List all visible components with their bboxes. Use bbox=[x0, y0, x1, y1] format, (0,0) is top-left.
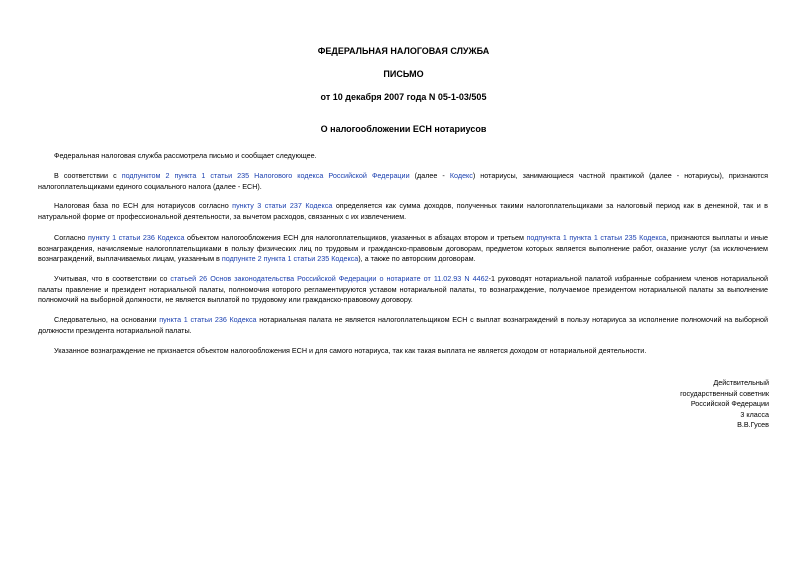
paragraph-text: объектом налогообложения ЕСН для налогоплательщиков, указанных в абзацах втором и третьем bbox=[184, 233, 527, 242]
signature-name: В.В.Гусев bbox=[737, 420, 769, 429]
paragraph-taxpayers bbox=[38, 171, 768, 192]
organization-title: ФЕДЕРАЛЬНАЯ НАЛОГОВАЯ СЛУЖБА bbox=[317, 46, 490, 56]
paragraph-notary-chamber bbox=[38, 274, 768, 306]
paragraph-text: Учитывая, что в соответствии со bbox=[54, 274, 171, 283]
signature-title-line: 3 класса bbox=[740, 409, 769, 419]
link-article-237[interactable]: пункту 3 статьи 237 Кодекса bbox=[232, 201, 333, 210]
paragraph-text: В соответствии с bbox=[54, 171, 122, 180]
paragraph-text: Федеральная налоговая служба рассмотрела письмо и сообщает следующее. bbox=[54, 151, 317, 160]
link-article-235-sub2[interactable]: подпункте 2 пункта 1 статьи 235 Кодекса bbox=[221, 254, 359, 263]
paragraph-text: нотариальная палата не является налогоплательщиком ЕСН с выплат вознаграждений в пользу нотариуса за исполнение полномочий на выборной должности президента нотариальной палаты. bbox=[38, 315, 768, 335]
link-code[interactable]: Кодекс bbox=[449, 171, 473, 180]
document-type: ПИСЬМО bbox=[383, 69, 424, 79]
paragraph-final bbox=[38, 346, 768, 357]
paragraph-text: , признаются выплаты и иные вознаграждения, начисляемые налогоплательщиками в пользу физических лиц по трудовым и гражданско-правовым договорам, предметом которых является выполнение работ, оказание услуг (за исключением вознаграждений, выплачиваемых лицам, указанным в bbox=[38, 233, 768, 263]
paragraph-text: Налоговая база по ЕСН для нотариусов согласно bbox=[54, 201, 233, 210]
paragraph-tax-base bbox=[38, 201, 768, 222]
signature-title-line: Российской Федерации bbox=[690, 399, 769, 408]
paragraph-text: Указанное вознаграждение не признается объектом налогообложения ЕСН и для самого нотариуса, так как такая выплата не является доходом от нотариальной деятельности. bbox=[54, 346, 647, 355]
paragraph-text: Следовательно, на основании bbox=[54, 315, 160, 324]
document-subject: О налогообложении ЕСН нотариусов bbox=[320, 124, 487, 134]
paragraph-text: определяется как сумма доходов, полученных такими налогоплательщиками за налоговый период как в денежной, так и в натуральной форме от профессиональной деятельности, за вычетом расходов, связанных с их извлечением. bbox=[38, 201, 769, 221]
signature-block bbox=[680, 378, 769, 431]
document-date: от 10 декабря 2007 года N 05-1-03/505 bbox=[320, 92, 487, 102]
paragraph-text: -1 руководят нотариальной палатой избранные собранием членов нотариальной палаты правление и президент нотариальной палаты, полномочия которого регламентируются уставом нотариальной палаты, то вознаграждение, получаемое президентом нотариальной палаты за выполнение полномочий на выборной должности, не является выплатой по трудовому или гражданско-правовому договору. bbox=[38, 274, 768, 304]
signature-title-line: государственный советник bbox=[680, 388, 769, 398]
link-notary-law-article-26[interactable]: статьей 26 Основ законодательства Российской Федерации о нотариате от 11.02.93 N 4462 bbox=[170, 274, 489, 283]
paragraph-conclusion bbox=[38, 315, 768, 336]
link-article-236-p1[interactable]: пункта 1 статьи 236 Кодекса bbox=[159, 315, 257, 324]
paragraph-intro bbox=[38, 151, 768, 162]
signature-title-line: Действительный bbox=[713, 378, 769, 387]
link-tax-code-235[interactable]: подпунктом 2 пункта 1 статьи 235 Налогового кодекса Российской Федерации bbox=[121, 171, 410, 180]
paragraph-text: Согласно bbox=[54, 233, 88, 242]
paragraph-object bbox=[38, 233, 768, 265]
link-article-235-sub1[interactable]: подпункта 1 пункта 1 статьи 235 Кодекса bbox=[526, 233, 667, 242]
link-article-236[interactable]: пункту 1 статьи 236 Кодекса bbox=[87, 233, 185, 242]
paragraph-text: ), а также по авторским договорам. bbox=[358, 254, 476, 263]
paragraph-text: (далее - bbox=[409, 171, 450, 180]
paragraph-text: ) нотариусы, занимающиеся частной практикой (далее - нотариусы), признаются налогоплательщиками единого социального налога (далее - ЕСН). bbox=[38, 171, 769, 191]
